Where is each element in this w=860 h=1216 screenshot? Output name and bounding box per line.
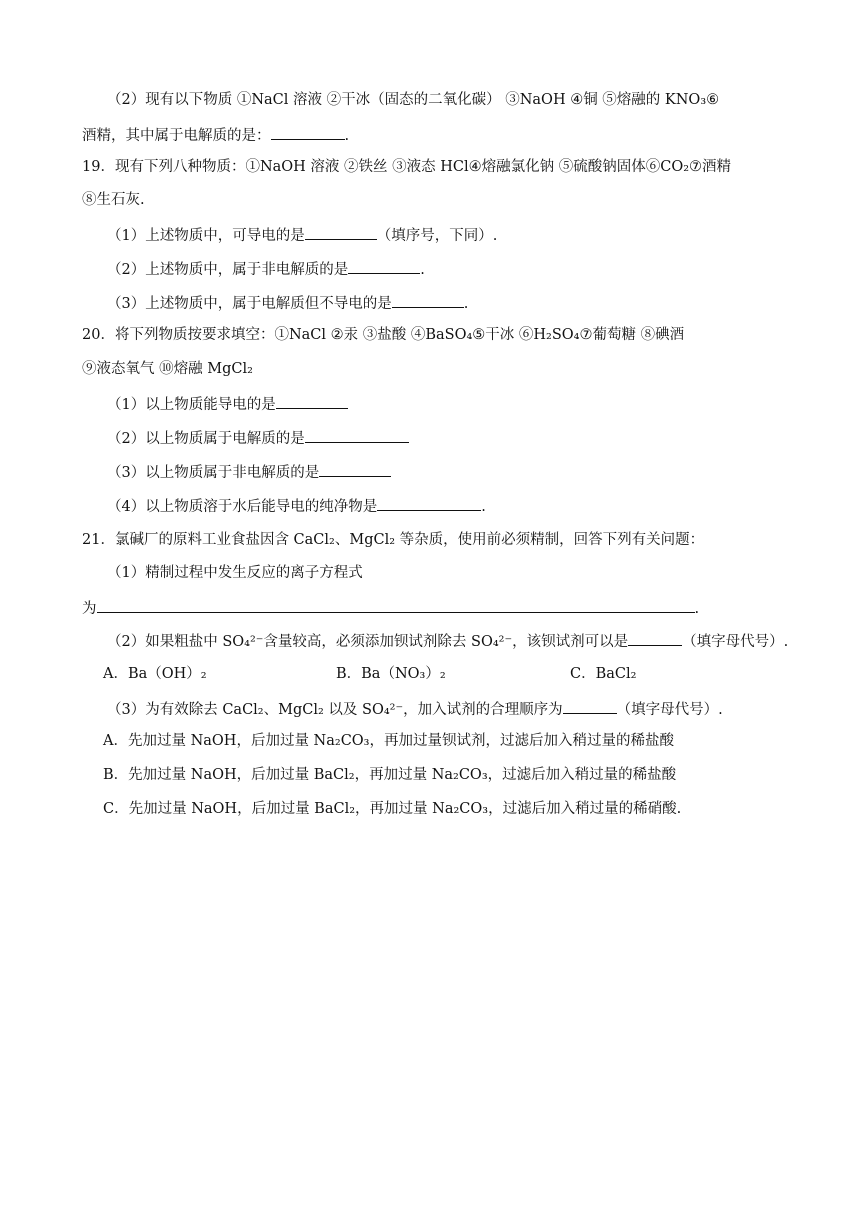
q19-stem-line1: 19．现有下列八种物质：①NaOH 溶液 ②铁丝 ③液态 HCl④熔融氯化钠 ⑤硫酸钠固体⑥CO₂⑦酒精 <box>82 159 732 175</box>
q20-part3-text: （3）以上物质属于非电解质的是 <box>107 465 320 481</box>
q21-part1-answer-line <box>82 597 699 619</box>
q21-part1: （1）精制过程中发生反应的离子方程式 <box>107 565 363 581</box>
answer-blank[interactable] <box>305 427 409 443</box>
q21-part2-text: （2）如果粗盐中 SO₄²⁻含量较高，必须添加钡试剂除去 SO₄²⁻，该钡试剂可以是 <box>107 634 629 650</box>
q20-part2-text: （2）以上物质属于电解质的是 <box>107 431 305 447</box>
answer-blank[interactable] <box>377 495 481 511</box>
q20-part3 <box>107 461 391 483</box>
q21-option-a: A．Ba（OH）₂ <box>103 666 207 682</box>
q21-part3 <box>107 698 723 720</box>
q21-choice-b: B．先加过量 NaOH，后加过量 BaCl₂，再加过量 Na₂CO₃，过滤后加入稍过量的稀盐酸 <box>103 767 677 783</box>
q21-part3-text: （3）为有效除去 CaCl₂、MgCl₂ 以及 SO₄²⁻，加入试剂的合理顺序为 <box>107 702 563 718</box>
punct: . <box>463 296 469 312</box>
q21-choice-c: C．先加过量 NaOH，后加过量 BaCl₂，再加过量 Na₂CO₃，过滤后加入稍过量的稀硝酸. <box>103 801 682 817</box>
q19-part1-text: （1）上述物质中，可导电的是 <box>107 228 305 244</box>
q19-part1-note: （填序号，下同）. <box>376 228 498 244</box>
q20-part4-text: （4）以上物质溶于水后能导电的纯净物是 <box>107 499 378 515</box>
q21-stem: 21．氯碱厂的原料工业食盐因含 CaCl₂、MgCl₂ 等杂质，使用前必须精制，回答下列有关问题： <box>82 532 705 548</box>
q19-part1 <box>107 224 497 246</box>
q18-part2-line1: （2）现有以下物质 ①NaCl 溶液 ②干冰（固态的二氧化碳） ③NaOH ④铜 ⑤熔融的 KNO₃⑥ <box>107 92 720 108</box>
answer-blank[interactable] <box>276 393 348 409</box>
q21-option-c: C．BaCl₂ <box>570 666 637 682</box>
punct: . <box>344 128 350 144</box>
q19-stem-line2: ⑧生石灰. <box>82 192 145 208</box>
answer-blank[interactable] <box>348 258 420 274</box>
q21-part3-note: （填字母代号）. <box>616 702 723 718</box>
q18-part2-text: 酒精，其中属于电解质的是： <box>82 128 271 144</box>
q20-stem-line1: 20．将下列物质按要求填空：①NaCl ②汞 ③盐酸 ④BaSO₄⑤干冰 ⑥H₂SO₄⑦葡萄糖 ⑧碘酒 <box>82 327 685 343</box>
q20-stem-line2: ⑨液态氧气 ⑩熔融 MgCl₂ <box>82 361 253 377</box>
q20-part2 <box>107 427 409 449</box>
answer-blank[interactable] <box>392 292 464 308</box>
q21-part1-prefix: 为 <box>82 601 97 617</box>
answer-blank[interactable] <box>319 461 391 477</box>
answer-blank[interactable] <box>563 698 617 714</box>
punct: . <box>481 499 486 515</box>
answer-blank[interactable] <box>305 224 377 240</box>
q21-part2 <box>107 630 788 652</box>
q19-part3-text: （3）上述物质中，属于电解质但不导电的是 <box>107 296 392 312</box>
answer-blank[interactable] <box>628 630 682 646</box>
q18-part2-line2 <box>82 124 349 146</box>
punct: . <box>420 262 425 278</box>
q19-part2-text: （2）上述物质中，属于非电解质的是 <box>107 262 349 278</box>
q21-choice-a: A．先加过量 NaOH，后加过量 Na₂CO₃，再加过量钡试剂，过滤后加入稍过量的稀盐酸 <box>103 733 674 749</box>
q20-part1-text: （1）以上物质能导电的是 <box>107 397 276 413</box>
q21-option-b: B．Ba（NO₃）₂ <box>336 666 446 682</box>
punct: . <box>694 601 700 617</box>
q20-part4 <box>107 495 486 517</box>
q19-part3 <box>107 292 468 314</box>
answer-blank[interactable] <box>97 597 695 613</box>
q21-part2-note: （填字母代号）. <box>682 634 789 650</box>
answer-blank[interactable] <box>271 124 345 140</box>
q19-part2 <box>107 258 425 280</box>
q20-part1 <box>107 393 348 415</box>
